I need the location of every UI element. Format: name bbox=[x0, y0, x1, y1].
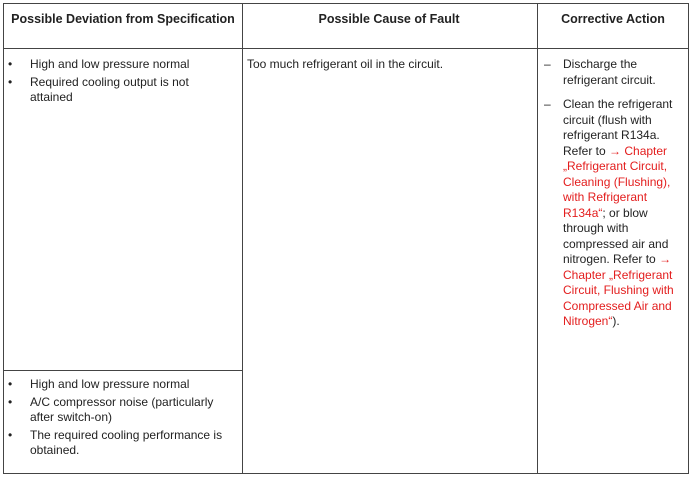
chapter-link-compressed-air[interactable]: → Chapter „Refrigerant Circuit, Flushing with Compressed Air and Nitrogen“ bbox=[563, 252, 674, 328]
action-clean-text: Clean the refrigerant circuit (flush with refrigerant R134a. Refer to bbox=[563, 97, 673, 158]
row-divider bbox=[4, 370, 242, 371]
corrective-action-list bbox=[537, 57, 689, 339]
deviation-list-2 bbox=[4, 377, 232, 461]
cause-text: Too much refrigerant oil in the circuit. bbox=[247, 57, 444, 71]
header-cause: Possible Cause of Fault bbox=[318, 12, 460, 26]
deviation-item: • A/C compressor noise (particularly after switch-on) bbox=[4, 395, 232, 426]
action-clean bbox=[537, 97, 681, 330]
deviation-item: • Required cooling output is not attained bbox=[4, 75, 232, 106]
header-divider bbox=[4, 48, 688, 49]
deviation-item: • The required cooling performance is obtained. bbox=[4, 428, 232, 459]
action-discharge: – Discharge the refrigerant circuit. bbox=[537, 57, 681, 88]
column-divider-1 bbox=[242, 4, 243, 473]
header-action: Corrective Action bbox=[561, 12, 665, 26]
deviation-list-1 bbox=[4, 57, 232, 108]
fault-table bbox=[3, 3, 689, 474]
deviation-item: • High and low pressure normal bbox=[4, 377, 232, 393]
action-clean-text-3: ). bbox=[612, 314, 620, 328]
header-deviation: Possible Deviation from Specification bbox=[11, 12, 235, 26]
deviation-item: • High and low pressure normal bbox=[4, 57, 232, 73]
chapter-link-flushing-r134a[interactable]: → Chapter „Refrigerant Circuit, Cleaning (Flushing), with Refrigerant R134a“ bbox=[563, 143, 671, 220]
action-clean-text-2: ; or blow through with compressed air and nitrogen. Refer to bbox=[563, 205, 669, 266]
